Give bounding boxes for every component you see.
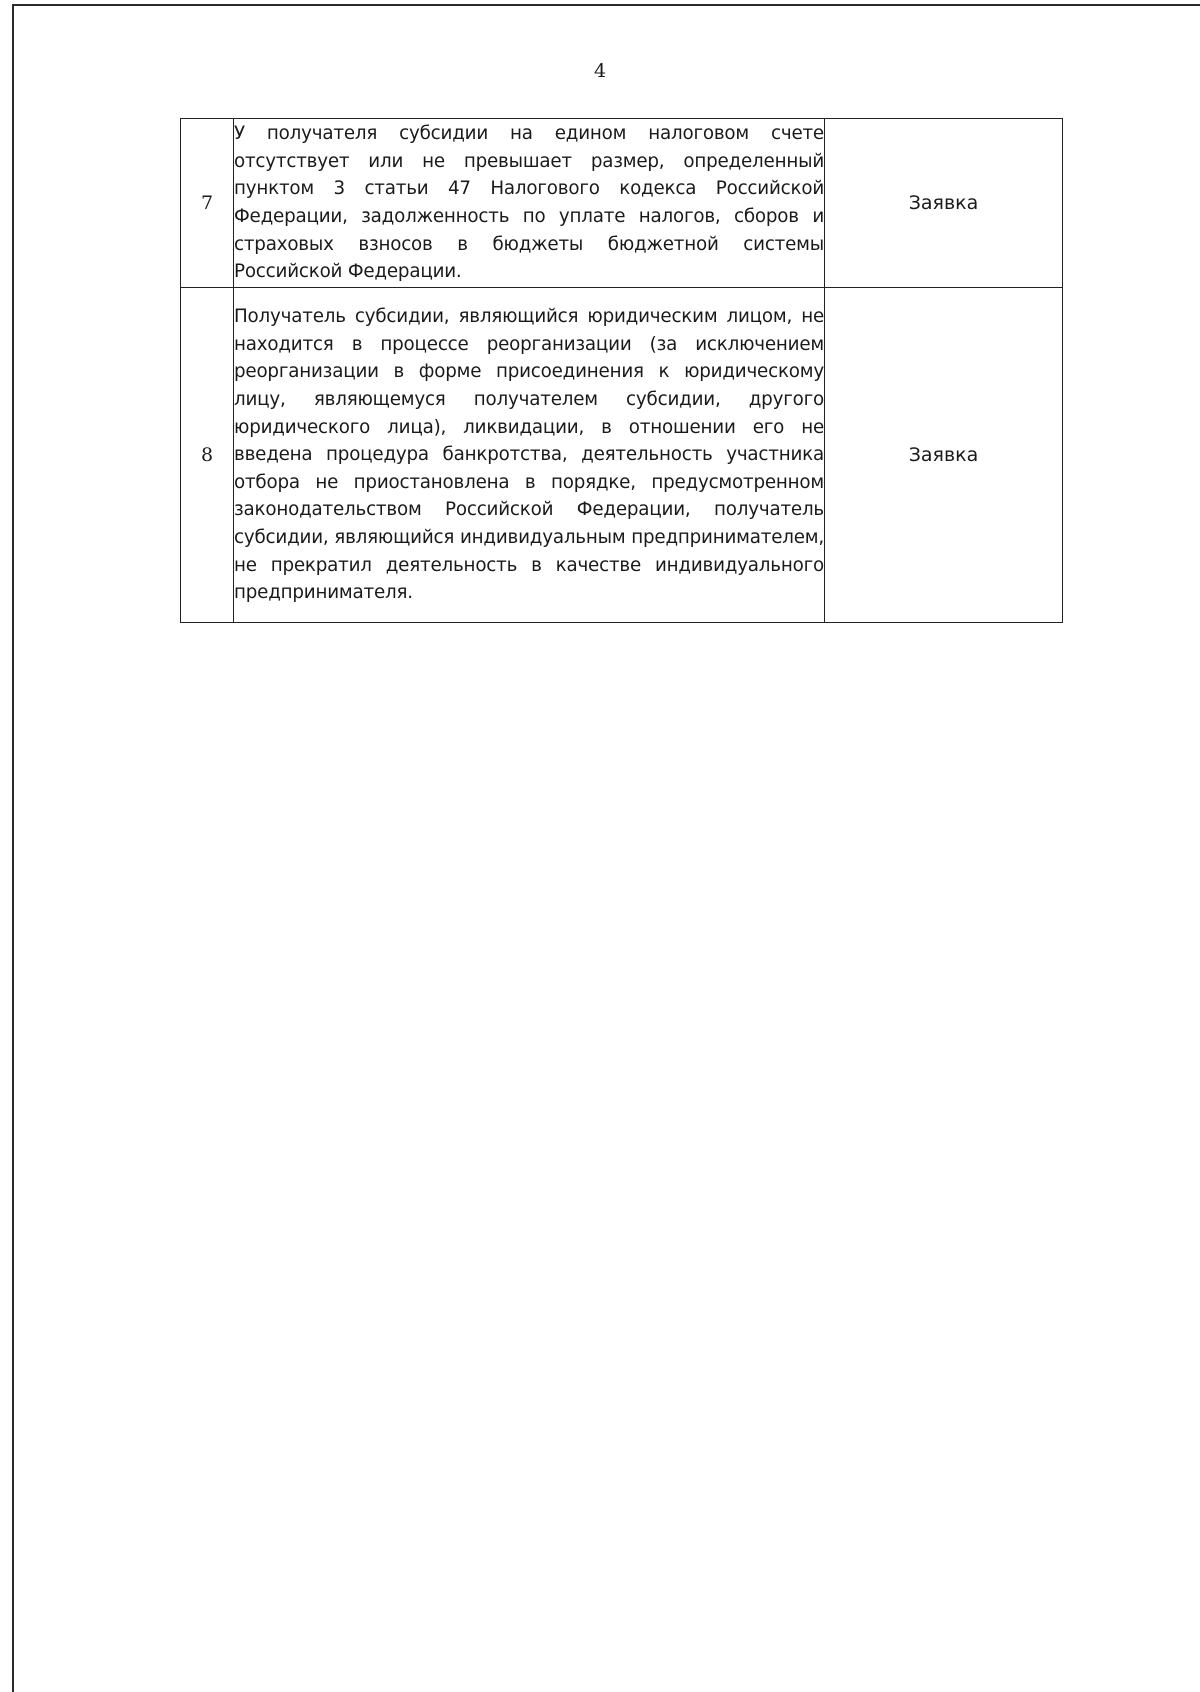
requirement-text: Получатель субсидии, являющийся юридическим лицом, не находится в процессе реорганизации (за исключением реорганизации в форме присоединения к юридическому лицу, являющемуся получателем субсидии, другого юридического лица), ликвидации, в отношении его не введена процедура банкротства, деятельность участника отбора не приостановлена в порядке, предусмотренном законодательством Российской Федерации, получатель субсидии, являющийся индивидуальным предпринимателем, не прекратил деятельность в качестве индивидуального предпринимателя. bbox=[234, 288, 825, 623]
page-number: 4 bbox=[593, 60, 607, 82]
requirements-table bbox=[180, 118, 1063, 623]
row-number: 8 bbox=[181, 288, 234, 623]
document-type: Заявка bbox=[825, 288, 1063, 623]
document-type: Заявка bbox=[825, 119, 1063, 288]
row-number: 7 bbox=[181, 119, 234, 288]
requirement-text: У получателя субсидии на едином налоговом счете отсутствует или не превышает размер, определенный пунктом 3 статьи 47 Налогового кодекса Российской Федерации, задолженность по уплате налогов, сборов и страховых взносов в бюджеты бюджетной системы Российской Федерации. bbox=[234, 119, 825, 288]
scan-border-left bbox=[12, 4, 14, 1692]
scan-border-top bbox=[14, 4, 1200, 6]
table-row bbox=[181, 119, 1063, 288]
table-row bbox=[181, 288, 1063, 623]
